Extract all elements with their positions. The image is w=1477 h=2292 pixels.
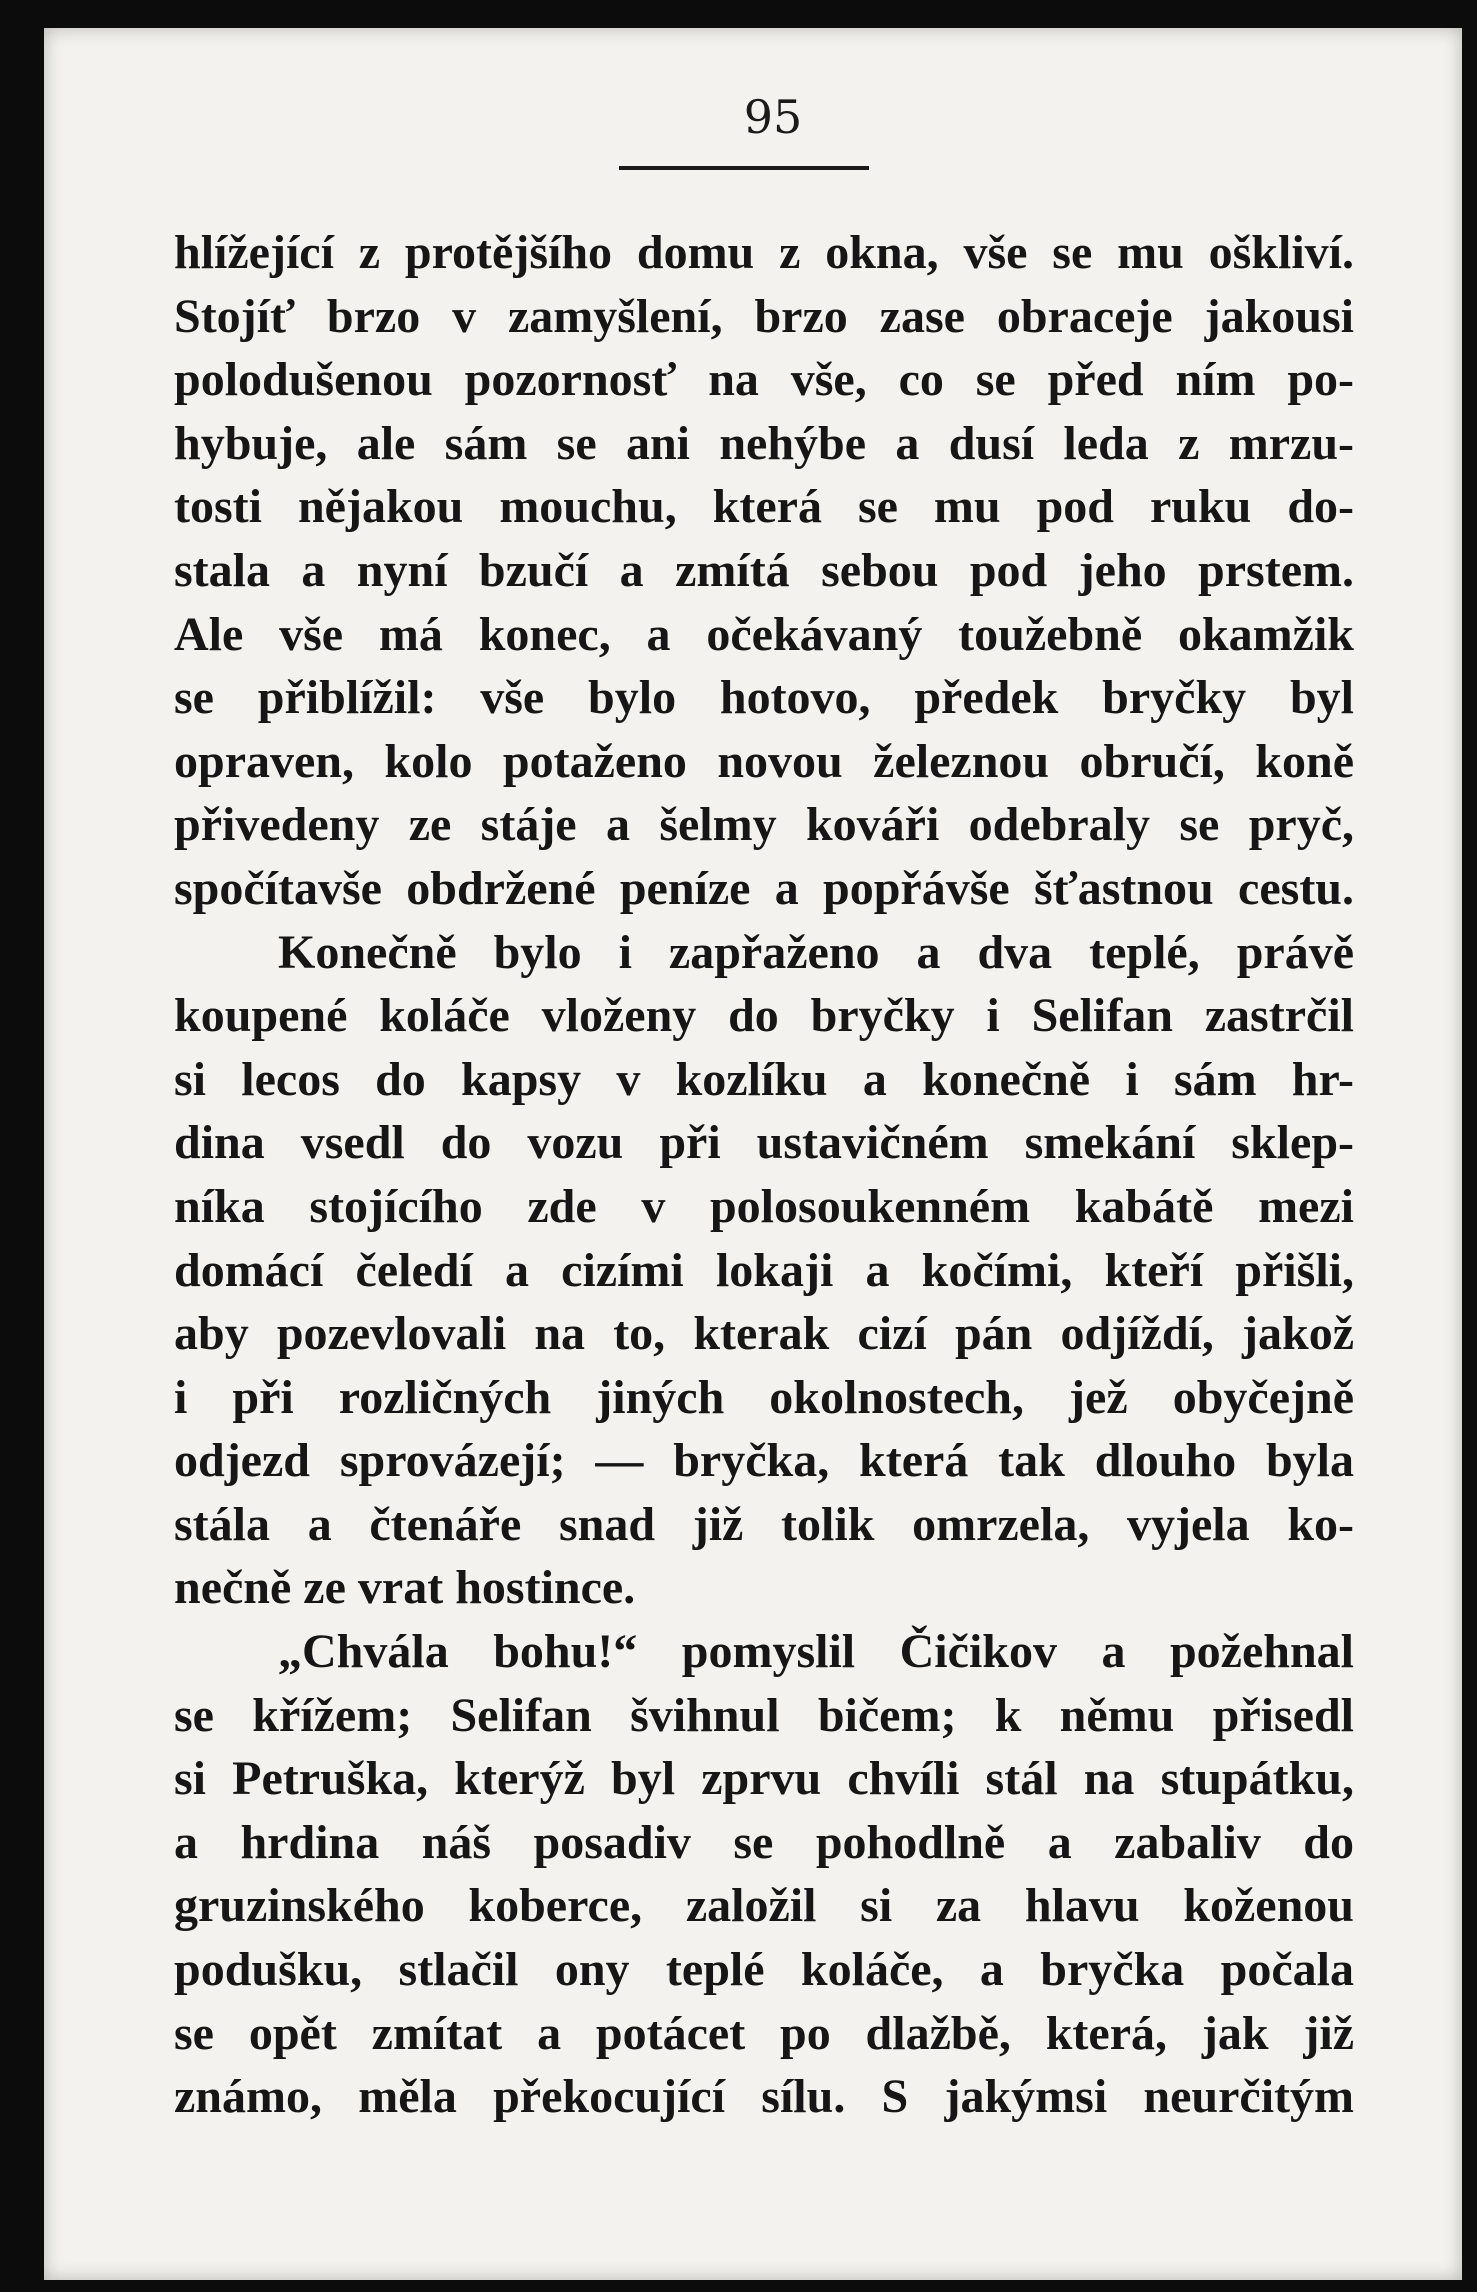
text-line: známo, měla překocující sílu. S jakýmsi neurčitým [174, 2070, 1354, 2124]
text-line: aby pozevlovali na to, kterak cizí pán odjíždí, jakož [174, 1307, 1354, 1361]
book-page [44, 28, 1462, 2280]
text-line: spočítavše obdržené peníze a popřávše šťastnou cestu. [174, 861, 1354, 915]
text-line: podušku, stlačil ony teplé koláče, a bryčka počala [174, 1943, 1354, 1997]
text-line: opraven, kolo potaženo novou železnou obručí, koně [174, 734, 1354, 788]
text-line: gruzinského koberce, založil si za hlavu koženou [174, 1879, 1354, 1933]
text-line: se křížem; Selifan švihnul bičem; k němu přisedl [174, 1688, 1354, 1742]
text-line: přivedeny ze stáje a šelmy kováři odebraly se pryč, [174, 798, 1354, 852]
text-line: stála a čtenáře snad již tolik omrzela, vyjela ko- [174, 1497, 1354, 1551]
text-line: stala a nyní bzučí a zmítá sebou pod jeho prstem. [174, 543, 1354, 597]
text-line: Konečně bylo i zapřaženo a dva teplé, právě [278, 925, 1354, 979]
text-line: se opět zmítat a potácet po dlažbě, která, jak již [174, 2006, 1354, 2060]
text-line: domácí čeledí a cizími lokaji a kočími, kteří přišli, [174, 1243, 1354, 1297]
text-line: Stojíť brzo v zamyšlení, brzo zase obraceje jakousi [174, 289, 1354, 343]
text-line: tosti nějakou mouchu, která se mu pod ruku do- [174, 480, 1354, 534]
text-line: si Petruška, kterýž byl zprvu chvíli stál na stupátku, [174, 1752, 1354, 1806]
text-line: „Chvála bohu!“ pomyslil Čičikov a požehnal [278, 1625, 1354, 1679]
text-line: polodušenou pozornosť na vše, co se před ním po- [174, 353, 1354, 407]
page-number: 95 [743, 90, 803, 144]
text-line: odjezd sprovázejí; — bryčka, která tak dlouho byla [174, 1434, 1354, 1488]
text-line: a hrdina náš posadiv se pohodlně a zabaliv do [174, 1815, 1354, 1869]
text-line: dina vsedl do vozu při ustavičném smekání sklep- [174, 1116, 1354, 1170]
text-line: i při rozličných jiných okolnostech, jež obyčejně [174, 1370, 1354, 1424]
text-line: nečně ze vrat hostince. [174, 1561, 636, 1615]
text-line: hlížející z protějšího domu z okna, vše se mu oškliví. [174, 226, 1354, 279]
text-line: Ale vše má konec, a očekávaný toužebně okamžik [174, 607, 1354, 661]
text-line: si lecos do kapsy v kozlíku a konečně i sám hr- [174, 1052, 1354, 1106]
text-line: hybuje, ale sám se ani nehýbe a dusí leda z mrzu- [174, 416, 1354, 470]
text-line: níka stojícího zde v polosoukenném kabátě mezi [174, 1179, 1354, 1233]
text-line: se přiblížil: vše bylo hotovo, předek bryčky byl [174, 671, 1354, 725]
page-number-rule [619, 166, 869, 170]
body-text [174, 221, 1354, 2129]
text-line: koupené koláče vloženy do bryčky i Selifan zastrčil [174, 989, 1354, 1043]
